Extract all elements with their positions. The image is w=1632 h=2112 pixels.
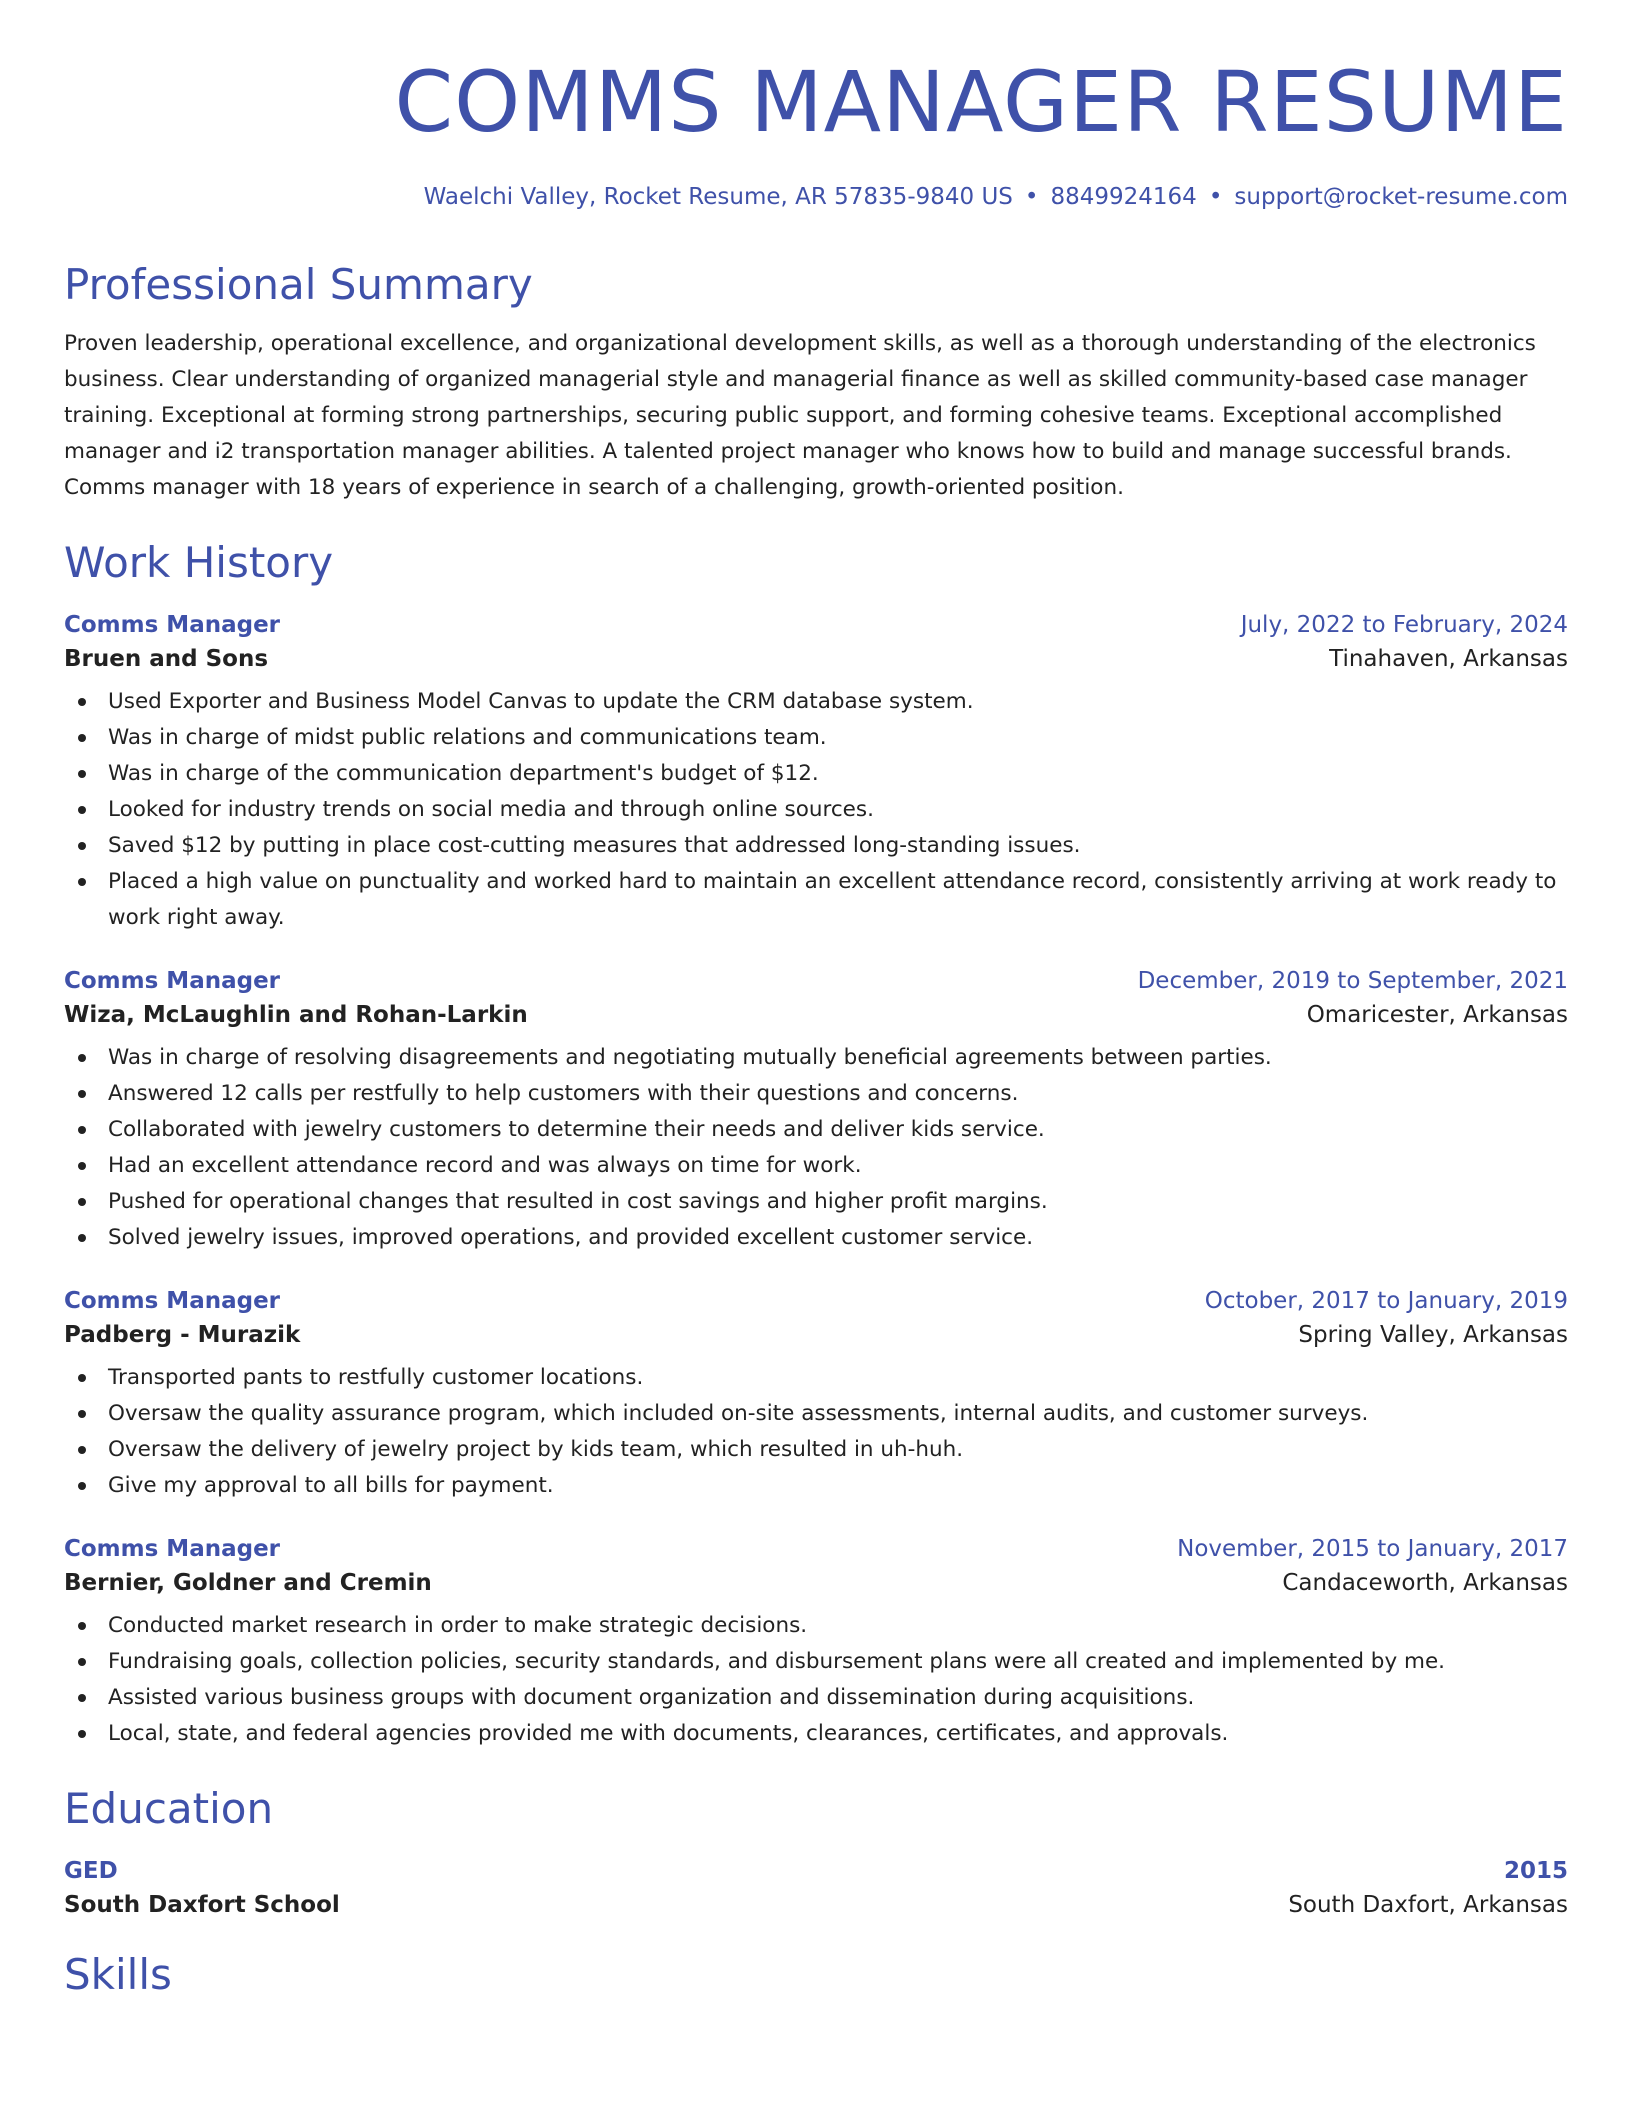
job-bullets [64,1608,1568,1752]
job-title: Comms Manager [64,1288,281,1314]
contact-address: Waelchi Valley, Rocket Resume, AR 57835-9840 US [423,184,1013,210]
job-title: Comms Manager [64,968,281,994]
job-entry [64,612,1568,936]
job-company: Bruen and Sons [64,646,269,672]
job-entry [64,1536,1568,1752]
job-location: Candaceworth, Arkansas [1282,1570,1568,1596]
job-dates: December, 2019 to September, 2021 [1137,968,1568,994]
bullet-dot-icon [78,1054,86,1062]
job-company: Wiza, McLaughlin and Rohan-Larkin [64,1002,528,1028]
job-header [64,1288,1568,1314]
bullet-item: Was in charge of midst public relations and communications team. [64,720,1568,756]
job-company: Bernier, Goldner and Cremin [64,1570,432,1596]
job-subheader [64,646,1568,672]
summary-heading: Professional Summary [64,260,533,309]
bullet-dot-icon [78,1198,86,1206]
job-location: Omaricester, Arkansas [1306,1002,1568,1028]
bullet-item: Give my approval to all bills for payment. [64,1468,1568,1504]
bullet-item: Looked for industry trends on social media and through online sources. [64,792,1568,828]
bullet-dot-icon [78,734,86,742]
education-degree: GED [64,1858,118,1884]
education-location: South Daxfort, Arkansas [1288,1892,1568,1918]
bullet-dot-icon [78,842,86,850]
bullet-dot-icon [78,806,86,814]
job-header [64,1536,1568,1562]
contact-phone: 8849924164 [1050,184,1197,210]
bullet-dot-icon [78,1694,86,1702]
bullet-dot-icon [78,1658,86,1666]
job-subheader [64,1002,1568,1028]
job-bullets [64,684,1568,936]
education-header [64,1858,1568,1884]
resume-title: COMMS MANAGER RESUME [394,53,1568,151]
job-subheader [64,1322,1568,1348]
job-dates: July, 2022 to February, 2024 [1240,612,1568,638]
education-year: 2015 [1503,1858,1568,1884]
bullet-dot-icon [78,1730,86,1738]
bullet-item: Fundraising goals, collection policies, security standards, and disbursement plans were all created and implemented by me. [64,1644,1568,1680]
education-heading: Education [64,1784,274,1833]
bullet-dot-icon [78,770,86,778]
summary-text: Proven leadership, operational excellence, and organizational development skills, as well as a thorough understanding of the electronics business. Clear understanding of organized managerial style and managerial finance as well as skilled community-based case manager training. Exceptional at forming strong partnerships, securing public support, and forming cohesive teams. Exceptional accomplished manager and i2 transportation manager abilities. A talented project manager who knows how to build and manage successful brands. Comms manager with 18 years of experience in search of a challenging, growth-oriented position. [64,331,1536,500]
bullet-dot-icon [78,1162,86,1170]
bullet-item: Was in charge of the communication department's budget of $12. [64,756,1568,792]
bullet-dot-icon [78,878,86,886]
job-location: Spring Valley, Arkansas [1298,1322,1568,1348]
bullet-item: Solved jewelry issues, improved operations, and provided excellent customer service. [64,1220,1568,1256]
job-entry [64,968,1568,1256]
contact-line [64,184,1568,210]
job-header [64,612,1568,638]
bullet-dot-icon [78,1090,86,1098]
job-title: Comms Manager [64,612,281,638]
bullet-item: Placed a high value on punctuality and worked hard to maintain an excellent attendance record, consistently arriving at work ready to work right away. [64,864,1568,936]
separator-dot: • [1208,184,1223,210]
bullet-dot-icon [78,1234,86,1242]
job-bullets [64,1040,1568,1256]
bullet-item: Used Exporter and Business Model Canvas to update the CRM database system. [64,684,1568,720]
job-dates: November, 2015 to January, 2017 [1177,1536,1568,1562]
bullet-item: Transported pants to restfully customer locations. [64,1360,1568,1396]
education-entry [64,1858,1568,1918]
bullet-dot-icon [78,1126,86,1134]
bullet-dot-icon [78,698,86,706]
bullet-dot-icon [78,1374,86,1382]
job-dates: October, 2017 to January, 2019 [1204,1288,1568,1314]
bullet-item: Pushed for operational changes that resulted in cost savings and higher profit margins. [64,1184,1568,1220]
bullet-dot-icon [78,1446,86,1454]
job-entry [64,1288,1568,1504]
job-bullets [64,1360,1568,1504]
resume-page [64,0,1568,1999]
work-history-heading: Work History [64,538,334,587]
bullet-dot-icon [78,1482,86,1490]
bullet-dot-icon [78,1410,86,1418]
bullet-item: Oversaw the delivery of jewelry project by kids team, which resulted in uh-huh. [64,1432,1568,1468]
bullet-item: Local, state, and federal agencies provided me with documents, clearances, certificates, and approvals. [64,1716,1568,1752]
job-header [64,968,1568,994]
bullet-item: Oversaw the quality assurance program, which included on-site assessments, internal audits, and customer surveys. [64,1396,1568,1432]
skills-heading: Skills [64,1950,172,1999]
education-school: South Daxfort School [64,1892,340,1918]
bullet-item: Had an excellent attendance record and was always on time for work. [64,1148,1568,1184]
bullet-item: Was in charge of resolving disagreements and negotiating mutually beneficial agreements between parties. [64,1040,1568,1076]
bullet-dot-icon [78,1622,86,1630]
education-subheader [64,1892,1568,1918]
bullet-item: Collaborated with jewelry customers to determine their needs and deliver kids service. [64,1112,1568,1148]
job-subheader [64,1570,1568,1596]
bullet-item: Answered 12 calls per restfully to help customers with their questions and concerns. [64,1076,1568,1112]
separator-dot: • [1024,184,1039,210]
job-title: Comms Manager [64,1536,281,1562]
job-location: Tinahaven, Arkansas [1329,646,1568,672]
bullet-item: Conducted market research in order to make strategic decisions. [64,1608,1568,1644]
bullet-item: Assisted various business groups with document organization and dissemination during acquisitions. [64,1680,1568,1716]
job-company: Padberg - Murazik [64,1322,301,1348]
contact-email: support@rocket-resume.com [1234,184,1568,210]
bullet-item: Saved $12 by putting in place cost-cutting measures that addressed long-standing issues. [64,828,1568,864]
